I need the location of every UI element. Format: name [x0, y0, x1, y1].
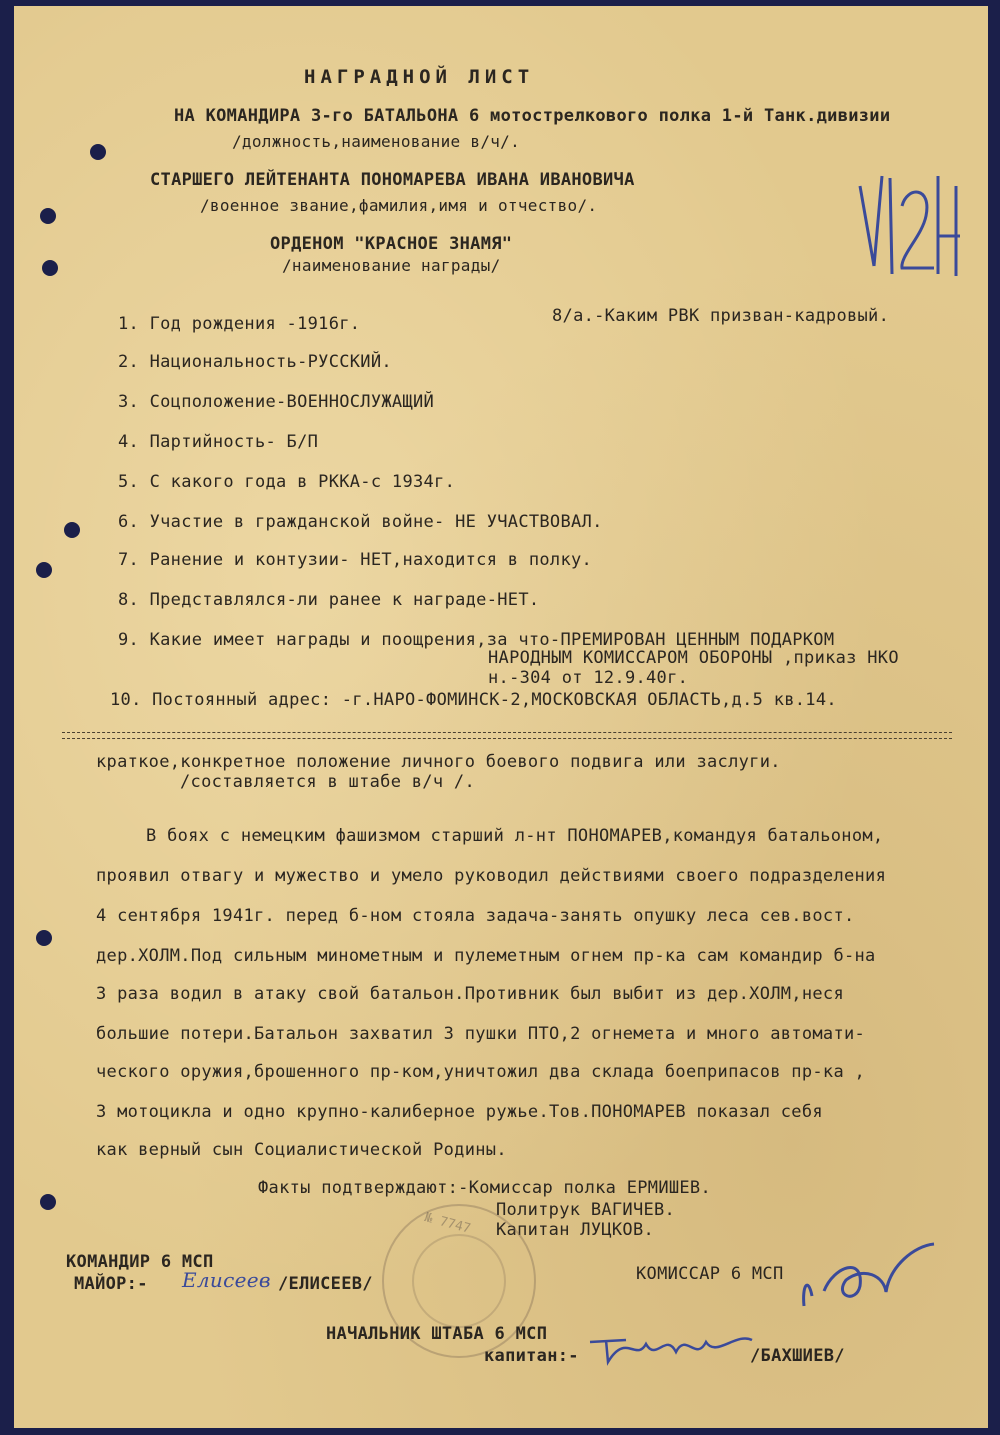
commander-handwritten-signature: Елисеев [182, 1268, 271, 1292]
stamp-inner-ring [412, 1234, 506, 1328]
name-caption: /военное звание,фамилия,имя и отчество/. [200, 196, 598, 215]
chief-of-staff-rank: капитан:- [484, 1346, 579, 1366]
commander-name: /ЕЛИСЕЕВ/ [278, 1274, 373, 1294]
item-10: 10. Постоянный адрес: -г.НАРО-ФОМИНСК-2,МОСКОВСКАЯ ОБЛАСТЬ,д.5 кв.14. [110, 690, 837, 710]
item-9-cont-1: НАРОДНЫМ КОМИССАРОМ ОБОРОНЫ ,приказ НКО [488, 648, 899, 668]
commander-rank: МАЙОР:- [74, 1274, 148, 1294]
narrative-line: ческого оружия,брошенного пр-ком,уничтожил два склада боеприпасов пр-ка , [96, 1062, 866, 1082]
item-4: 4. Партийность- Б/П [118, 432, 319, 452]
separator-line [62, 732, 952, 739]
item-2: 2. Национальность-РУССКИЙ. [118, 352, 392, 372]
summary-heading: краткое,конкретное положение личного боевого подвига или заслуги. [96, 752, 781, 772]
confirm-line: Политрук ВАГИЧЕВ. [496, 1200, 676, 1220]
item-6: 6. Участие в гражданской войне- НЕ УЧАСТВОВАЛ. [118, 512, 603, 532]
document-title: НАГРАДНОЙ ЛИСТ [304, 66, 535, 88]
chief-of-staff-signature [586, 1322, 756, 1376]
item-8a: 8/а.-Каким РВК призван-кадровый. [552, 306, 890, 326]
punch-hole [90, 144, 106, 160]
stamp-number: № 7747 [422, 1210, 473, 1237]
award-caption: /наименование награды/ [282, 256, 501, 275]
punch-hole [42, 260, 58, 276]
item-9: 9. Какие имеет награды и поощрения,за что-ПРЕМИРОВАН ЦЕННЫМ ПОДАРКОМ [118, 630, 835, 650]
narrative-line: В боях с немецким фашизмом старший л-нт ПОНОМАРЕВ,командуя батальоном, [146, 826, 884, 846]
chief-of-staff-title: НАЧАЛЬНИК ШТАБА 6 МСП [326, 1324, 548, 1344]
narrative-line: проявил отвагу и мужество и умело руководил действиями своего подразделения [96, 866, 887, 886]
item-8: 8. Представлялся-ли ранее к награде-НЕТ. [118, 590, 540, 610]
confirm-line: Факты подтверждают:-Комиссар полка ЕРМИШЕВ. [258, 1178, 711, 1198]
confirm-line: Капитан ЛУЦКОВ. [496, 1220, 655, 1240]
item-9-cont-2: н.-304 от 12.9.40г. [488, 668, 689, 688]
position-line: НА КОМАНДИРА 3-го БАТАЛЬОНА 6 мотострелкового полка 1-й Танк.дивизии [174, 106, 891, 126]
item-5: 5. С какого года в РККА-с 1934г. [118, 472, 456, 492]
summary-caption: /составляется в штабе в/ч /. [180, 772, 475, 792]
commissar-signature [794, 1236, 944, 1320]
punch-hole [40, 1194, 56, 1210]
punch-hole [64, 522, 80, 538]
award-line: ОРДЕНОМ "КРАСНОЕ ЗНАМЯ" [270, 234, 513, 254]
item-7: 7. Ранение и контузии- НЕТ,находится в полку. [118, 550, 593, 570]
name-line: СТАРШЕГО ЛЕЙТЕНАНТА ПОНОМАРЕВА ИВАНА ИВАНОВИЧА [150, 170, 635, 190]
punch-hole [36, 930, 52, 946]
position-caption: /должность,наименование в/ч/. [232, 132, 521, 151]
narrative-line: 3 мотоцикла и одно крупно-калиберное ружье.Тов.ПОНОМАРЕВ показал себя [96, 1102, 823, 1122]
item-3: 3. Соцположение-ВОЕННОСЛУЖАЩИЙ [118, 392, 435, 412]
narrative-line: дер.ХОЛМ.Под сильным минометным и пулеметным огнем пр-ка сам командир б-на [96, 946, 876, 966]
award-sheet-page [14, 6, 988, 1428]
punch-hole [40, 208, 56, 224]
item-1: 1. Год рождения -1916г. [118, 314, 361, 334]
punch-hole [36, 562, 52, 578]
handwritten-number [852, 156, 962, 290]
commander-title: КОМАНДИР 6 МСП [66, 1252, 214, 1272]
commissar-title: КОМИССАР 6 МСП [636, 1264, 784, 1284]
narrative-line: 4 сентября 1941г. перед б-ном стояла задача-занять опушку леса сев.вост. [96, 906, 855, 926]
narrative-line: 3 раза водил в атаку свой батальон.Противник был выбит из дер.ХОЛМ,неся [96, 984, 844, 1004]
chief-of-staff-name: /БАХШИЕВ/ [750, 1346, 845, 1366]
narrative-line: большие потери.Батальон захватил 3 пушки ПТО,2 огнемета и много автомати- [96, 1024, 866, 1044]
narrative-line: как верный сын Социалистической Родины. [96, 1140, 507, 1160]
